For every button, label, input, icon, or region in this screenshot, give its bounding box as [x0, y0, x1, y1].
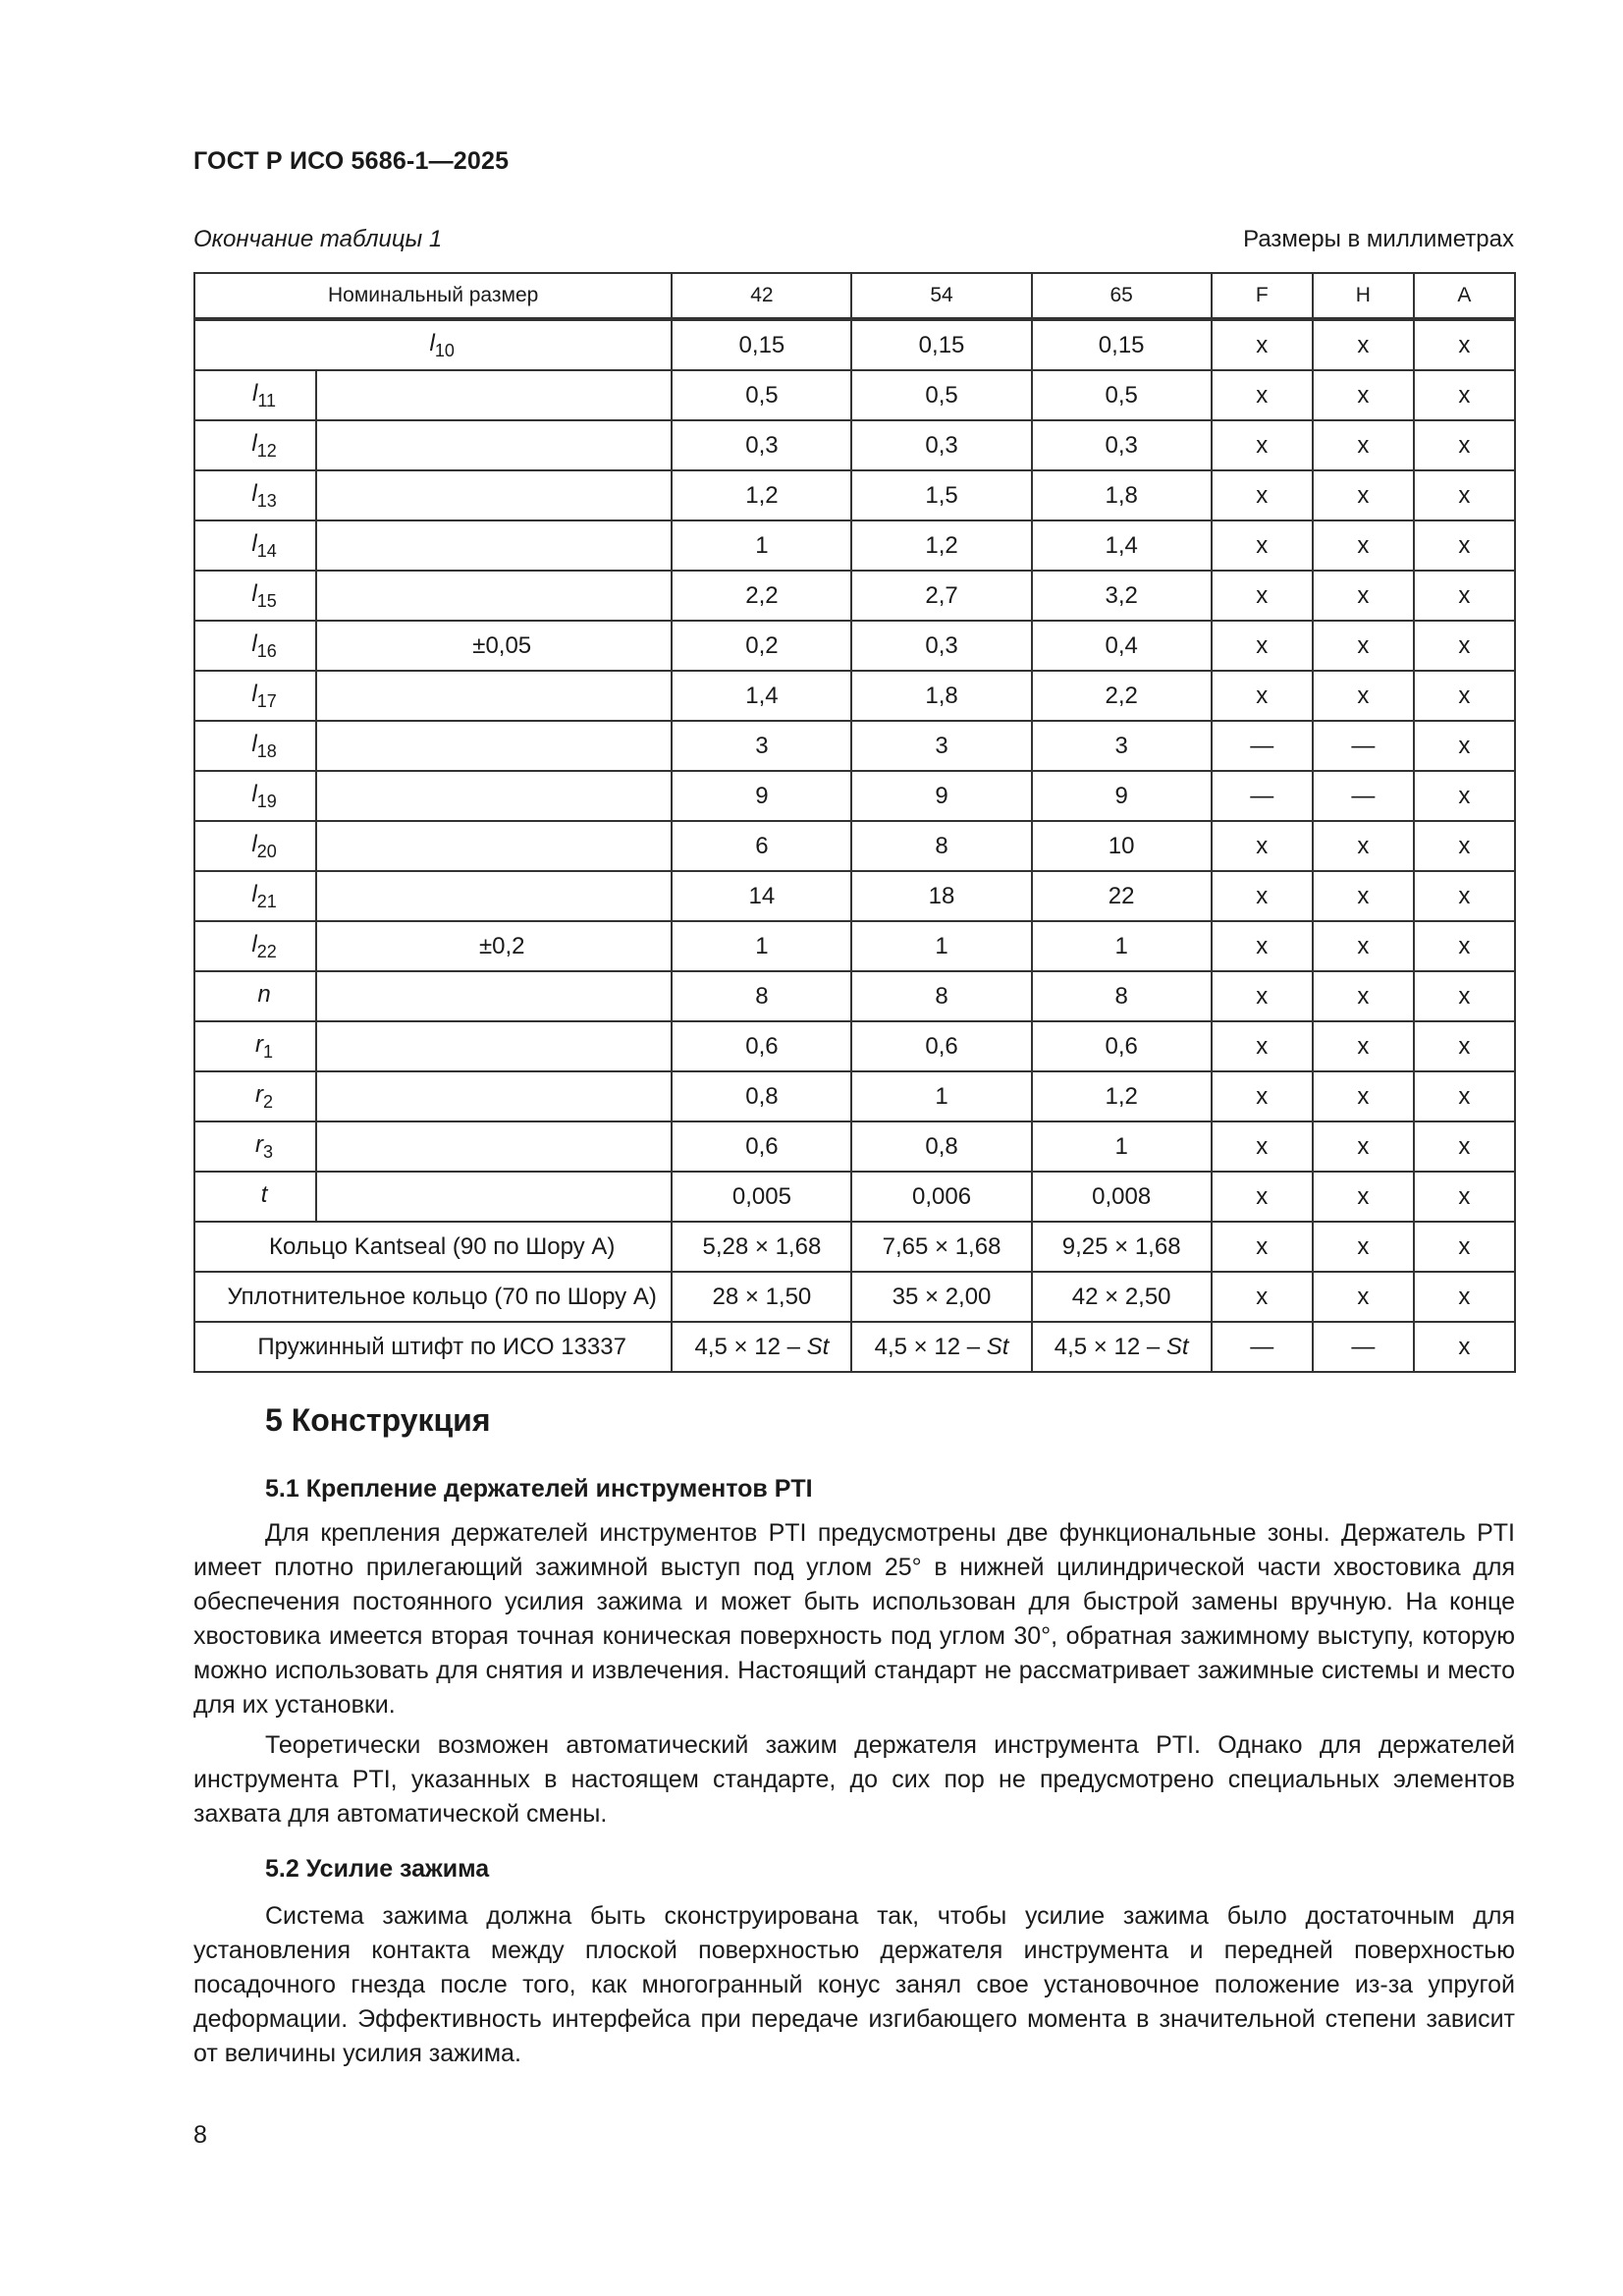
symbol-letter: l: [251, 429, 257, 457]
row-tolerance: [316, 671, 672, 721]
cell-value: x: [1458, 1333, 1471, 1360]
table-row: [194, 971, 1515, 1021]
table-cell: x: [1313, 1172, 1414, 1222]
table-cell: [672, 1272, 851, 1322]
table-continuation-caption: Окончание таблицы 1: [193, 226, 443, 252]
row-symbol: [194, 921, 316, 971]
symbol-subscript: 15: [256, 590, 277, 611]
table-cell: x: [1212, 971, 1313, 1021]
table-cell: 0,008: [1032, 1172, 1212, 1222]
table-cell: x: [1414, 721, 1515, 771]
row-tolerance: [316, 571, 672, 621]
table-cell: [1212, 1222, 1313, 1272]
table-cell: —: [1212, 721, 1313, 771]
symbol-subscript: 2: [263, 1091, 274, 1112]
row-tolerance: [316, 370, 672, 420]
table-row: [194, 621, 1515, 671]
table-cell: x: [1212, 1172, 1313, 1222]
cell-value: 28 × 1,50: [712, 1283, 812, 1310]
table-row: [194, 1021, 1515, 1071]
table-cell: 10: [1032, 821, 1212, 871]
symbol-letter: l: [251, 529, 257, 557]
table-cell: x: [1212, 319, 1313, 370]
cell-value: —: [1351, 1333, 1376, 1360]
table-cell: [1313, 1272, 1414, 1322]
table-cell: 0,8: [851, 1121, 1031, 1172]
row-symbol: [194, 1172, 316, 1222]
row-symbol: [194, 621, 316, 671]
header-f: F: [1212, 273, 1313, 319]
table-cell: 8: [851, 821, 1031, 871]
table-cell: 0,5: [851, 370, 1031, 420]
cell-suffix: St: [986, 1333, 1009, 1360]
row-tolerance: [316, 470, 672, 520]
symbol-subscript: 13: [256, 490, 277, 511]
cell-value: 4,5 × 12 –: [874, 1333, 987, 1360]
table-cell: x: [1414, 671, 1515, 721]
table-cell: x: [1313, 420, 1414, 470]
table-cell: 1,2: [672, 470, 851, 520]
row-symbol: [194, 721, 316, 771]
table-cell: 0,2: [672, 621, 851, 671]
table-cell: [1032, 1272, 1212, 1322]
symbol-letter: r: [255, 1030, 264, 1058]
table-cell: 3: [672, 721, 851, 771]
table-cell: 3: [1032, 721, 1212, 771]
document-header: ГОСТ Р ИСО 5686-1—2025: [193, 147, 510, 175]
table-row: [194, 921, 1515, 971]
table-cell: [1212, 1272, 1313, 1322]
table-cell: 0,15: [851, 319, 1031, 370]
table-cell: 1: [672, 520, 851, 571]
table-cell: x: [1212, 420, 1313, 470]
symbol-letter: l: [251, 479, 257, 507]
table-cell: x: [1414, 821, 1515, 871]
row-symbol: [194, 771, 316, 821]
table-cell: 0,5: [672, 370, 851, 420]
symbol-subscript: 14: [256, 540, 277, 561]
table-cell: —: [1313, 771, 1414, 821]
row-symbol: [194, 420, 316, 470]
table-cell: 1,4: [1032, 520, 1212, 571]
symbol-letter: t: [260, 1180, 268, 1208]
table-cell: 1,8: [1032, 470, 1212, 520]
symbol-letter: r: [255, 1130, 264, 1158]
table-cell: x: [1414, 921, 1515, 971]
symbol-letter: l: [251, 830, 257, 857]
table-cell: x: [1414, 319, 1515, 370]
table-row: [194, 871, 1515, 921]
table-cell: x: [1313, 671, 1414, 721]
table-cell: x: [1414, 470, 1515, 520]
symbol-letter: n: [257, 980, 271, 1008]
table-row: [194, 1071, 1515, 1121]
table-cell: x: [1313, 470, 1414, 520]
table-cell: 2,2: [1032, 671, 1212, 721]
table-row: [194, 1272, 1515, 1322]
symbol-subscript: 1: [263, 1041, 274, 1062]
cell-value: x: [1357, 1283, 1370, 1310]
table-cell: —: [1313, 721, 1414, 771]
table-cell: x: [1414, 621, 1515, 671]
cell-value: x: [1256, 1283, 1269, 1310]
header-h: H: [1313, 273, 1414, 319]
table-cell: 1: [672, 921, 851, 971]
header-nominal-size: Номинальный размер: [194, 273, 672, 319]
table-cell: 1: [851, 921, 1031, 971]
table-cell: 9: [1032, 771, 1212, 821]
table-cell: 2,2: [672, 571, 851, 621]
table-cell: x: [1212, 621, 1313, 671]
table-row: [194, 821, 1515, 871]
table-cell: x: [1212, 921, 1313, 971]
table-cell: [672, 1322, 851, 1372]
table-cell: x: [1414, 1172, 1515, 1222]
cell-value: 4,5 × 12 –: [694, 1333, 807, 1360]
row-tolerance: [316, 871, 672, 921]
row-symbol: [194, 1021, 316, 1071]
table-cell: 8: [1032, 971, 1212, 1021]
header-a: A: [1414, 273, 1515, 319]
table-cell: 0,006: [851, 1172, 1031, 1222]
dimensions-table: [193, 272, 1516, 1373]
row-tolerance: [316, 1172, 672, 1222]
symbol-letter: l: [251, 629, 257, 657]
symbol-letter: l: [251, 730, 257, 757]
row-symbol: [194, 470, 316, 520]
row-tolerance: ±0,05: [316, 621, 672, 671]
section-5-title: 5 Конструкция: [265, 1402, 491, 1438]
table-cell: x: [1212, 470, 1313, 520]
table-cell: x: [1313, 1021, 1414, 1071]
table-row: [194, 470, 1515, 520]
table-cell: 0,6: [851, 1021, 1031, 1071]
cell-value: x: [1458, 1283, 1471, 1310]
table-cell: x: [1212, 571, 1313, 621]
table-cell: 18: [851, 871, 1031, 921]
row-tolerance: [316, 520, 672, 571]
table-cell: x: [1414, 420, 1515, 470]
row-tolerance: [316, 821, 672, 871]
table-cell: x: [1313, 319, 1414, 370]
table-cell: 0,3: [851, 621, 1031, 671]
cell-value: x: [1357, 1232, 1370, 1260]
header-size-42: 42: [672, 273, 851, 319]
row-tolerance: [316, 1121, 672, 1172]
table-cell: x: [1212, 671, 1313, 721]
symbol-subscript: 12: [256, 440, 277, 461]
table-cell: 1,4: [672, 671, 851, 721]
table-cell: x: [1313, 520, 1414, 571]
cell-suffix: St: [806, 1333, 830, 1360]
cell-value: —: [1250, 1333, 1274, 1360]
table-cell: [1032, 1322, 1212, 1372]
table-cell: 3: [851, 721, 1031, 771]
table-cell: x: [1414, 1121, 1515, 1172]
table-cell: 1: [1032, 921, 1212, 971]
table-row: [194, 1172, 1515, 1222]
row-symbol: [194, 671, 316, 721]
symbol-letter: r: [255, 1080, 264, 1108]
table-cell: x: [1212, 520, 1313, 571]
row-label: Кольцо Kantseal (90 по Шору А): [194, 1222, 672, 1272]
table-cell: 8: [672, 971, 851, 1021]
table-cell: 0,6: [672, 1121, 851, 1172]
cell-value: 7,65 × 1,68: [882, 1232, 1001, 1260]
cell-value: 9,25 × 1,68: [1061, 1232, 1181, 1260]
table-cell: x: [1414, 971, 1515, 1021]
table-cell: 22: [1032, 871, 1212, 921]
section-5-1-paragraph-1: Для крепления держателей инструментов PTI предусмотрены две функциональные зоны. Держатель PTI имеет плотно прилегающий зажимной выступ под углом 25° в нижней цилиндрической части хвостовика для обеспечения постоянного усилия зажима и может быть использован для быстрой замены вручную. На конце хвостовика имеется вторая точная коническая поверхность под углом 30°, обратная зажимному выступу, которую можно использовать для снятия и извлечения. Настоящий стандарт не рассматривает зажимные системы и место для их установки.: [193, 1519, 1515, 1719]
cell-suffix: St: [1165, 1333, 1189, 1360]
table-cell: 0,005: [672, 1172, 851, 1222]
row-symbol: [194, 1071, 316, 1121]
table-cell: [1212, 1322, 1313, 1372]
symbol-letter: l: [429, 329, 435, 356]
table-cell: x: [1414, 1021, 1515, 1071]
table-cell: [1414, 1322, 1515, 1372]
page-number: 8: [193, 2121, 207, 2149]
symbol-subscript: 10: [434, 340, 455, 360]
row-symbol: [194, 1121, 316, 1172]
table-cell: 0,6: [672, 1021, 851, 1071]
table-cell: x: [1414, 370, 1515, 420]
table-cell: x: [1414, 1071, 1515, 1121]
symbol-subscript: 19: [256, 791, 277, 811]
symbol-subscript: 17: [256, 690, 277, 711]
section-5-2-paragraph: Система зажима должна быть сконструирована так, чтобы усилие зажима было достаточным для установления контакта между плоской поверхностью держателя инструмента и передней поверхностью посадочного гнезда после того, как многогранный конус занял свое установочное положение из-за упругой деформации. Эффективность интерфейса при передаче изгибающего момента в значительной степени зависит от величины усилия зажима.: [193, 1902, 1515, 2067]
table-cell: x: [1212, 1021, 1313, 1071]
table-cell: x: [1313, 1071, 1414, 1121]
table-cell: x: [1414, 571, 1515, 621]
table-cell: x: [1212, 1071, 1313, 1121]
cell-value: 4,5 × 12 –: [1054, 1333, 1166, 1360]
row-symbol: [194, 520, 316, 571]
table-row: [194, 1322, 1515, 1372]
section-5-2-title: 5.2 Усилие зажима: [265, 1855, 490, 1883]
table-cell: x: [1414, 771, 1515, 821]
table-cell: x: [1313, 921, 1414, 971]
row-label: Уплотнительное кольцо (70 по Шору А): [194, 1272, 672, 1322]
table-row: [194, 571, 1515, 621]
symbol-letter: l: [251, 780, 257, 807]
table-cell: [851, 1322, 1031, 1372]
row-symbol: [194, 971, 316, 1021]
table-cell: x: [1313, 871, 1414, 921]
table-cell: x: [1313, 370, 1414, 420]
table-cell: x: [1212, 1121, 1313, 1172]
table-caption-row: [193, 226, 1514, 253]
symbol-letter: l: [251, 930, 257, 957]
header-size-54: 54: [851, 273, 1031, 319]
table-cell: x: [1313, 1121, 1414, 1172]
row-tolerance: [316, 971, 672, 1021]
table-cell: 3,2: [1032, 571, 1212, 621]
row-symbol: [194, 571, 316, 621]
row-symbol: [194, 871, 316, 921]
table-cell: 1: [1032, 1121, 1212, 1172]
table-cell: [1313, 1322, 1414, 1372]
table-row: [194, 771, 1515, 821]
table-row: [194, 1121, 1515, 1172]
row-tolerance: [316, 420, 672, 470]
cell-value: x: [1458, 1232, 1471, 1260]
symbol-subscript: 20: [256, 841, 277, 861]
table-cell: 0,3: [672, 420, 851, 470]
symbol-subscript: 18: [256, 740, 277, 761]
symbol-letter: l: [251, 880, 257, 907]
table-cell: [851, 1272, 1031, 1322]
table-cell: [1414, 1272, 1515, 1322]
row-tolerance: [316, 1071, 672, 1121]
table-cell: 0,15: [672, 319, 851, 370]
table-cell: 0,8: [672, 1071, 851, 1121]
table-cell: x: [1212, 370, 1313, 420]
table-cell: 14: [672, 871, 851, 921]
table-cell: [672, 1222, 851, 1272]
table-cell: x: [1414, 871, 1515, 921]
table-cell: x: [1313, 821, 1414, 871]
table-cell: 9: [672, 771, 851, 821]
table-header-row: [194, 273, 1515, 319]
cell-value: 42 × 2,50: [1071, 1283, 1171, 1310]
table-row: [194, 721, 1515, 771]
table-cell: 1,2: [1032, 1071, 1212, 1121]
table-row: [194, 671, 1515, 721]
table-cell: 1,2: [851, 520, 1031, 571]
section-5-1-paragraph-2: Теоретически возможен автоматический зажим держателя инструмента PTI. Однако для держателей инструмента PTI, указанных в настоящем стандарте, до сих пор не предусмотрено специальных элементов захвата для автоматической смены.: [193, 1731, 1515, 1828]
table-cell: x: [1313, 971, 1414, 1021]
symbol-subscript: 16: [256, 640, 277, 661]
row-symbol: [194, 821, 316, 871]
header-size-65: 65: [1032, 273, 1212, 319]
symbol-letter: l: [252, 379, 258, 407]
table-cell: —: [1212, 771, 1313, 821]
table-cell: 0,5: [1032, 370, 1212, 420]
table-cell: [1414, 1222, 1515, 1272]
row-symbol: [194, 319, 672, 370]
table-row: [194, 370, 1515, 420]
section-5-1-title: 5.1 Крепление держателей инструментов PTI: [265, 1475, 813, 1503]
table-cell: 0,3: [1032, 420, 1212, 470]
symbol-letter: l: [251, 579, 257, 607]
cell-value: 35 × 2,00: [892, 1283, 992, 1310]
table-cell: [1313, 1222, 1414, 1272]
table-cell: 6: [672, 821, 851, 871]
table-cell: x: [1212, 821, 1313, 871]
table-row: [194, 520, 1515, 571]
table-row: [194, 420, 1515, 470]
table-cell: 9: [851, 771, 1031, 821]
symbol-letter: l: [251, 680, 257, 707]
row-tolerance: [316, 771, 672, 821]
table-cell: 2,7: [851, 571, 1031, 621]
table-cell: 0,3: [851, 420, 1031, 470]
row-tolerance: [316, 1021, 672, 1071]
symbol-subscript: 3: [263, 1141, 274, 1162]
table-row: [194, 1222, 1515, 1272]
table-cell: 0,6: [1032, 1021, 1212, 1071]
table-cell: [851, 1222, 1031, 1272]
table-cell: 1: [851, 1071, 1031, 1121]
table-cell: 0,15: [1032, 319, 1212, 370]
table-cell: x: [1313, 621, 1414, 671]
row-tolerance: ±0,2: [316, 921, 672, 971]
cell-value: x: [1256, 1232, 1269, 1260]
units-caption: Размеры в миллиметрах: [1243, 226, 1514, 252]
row-label: Пружинный штифт по ИСО 13337: [194, 1322, 672, 1372]
table-cell: 1,5: [851, 470, 1031, 520]
table-cell: x: [1313, 571, 1414, 621]
table-cell: x: [1414, 520, 1515, 571]
row-tolerance: [316, 721, 672, 771]
table-cell: x: [1212, 871, 1313, 921]
row-symbol: [194, 370, 316, 420]
table-cell: 1,8: [851, 671, 1031, 721]
cell-value: 5,28 × 1,68: [702, 1232, 822, 1260]
symbol-subscript: 11: [257, 390, 277, 410]
symbol-subscript: 21: [256, 891, 277, 911]
table-cell: [1032, 1222, 1212, 1272]
table-cell: 0,4: [1032, 621, 1212, 671]
table-row: [194, 319, 1515, 370]
symbol-subscript: 22: [256, 941, 277, 961]
table-cell: 8: [851, 971, 1031, 1021]
